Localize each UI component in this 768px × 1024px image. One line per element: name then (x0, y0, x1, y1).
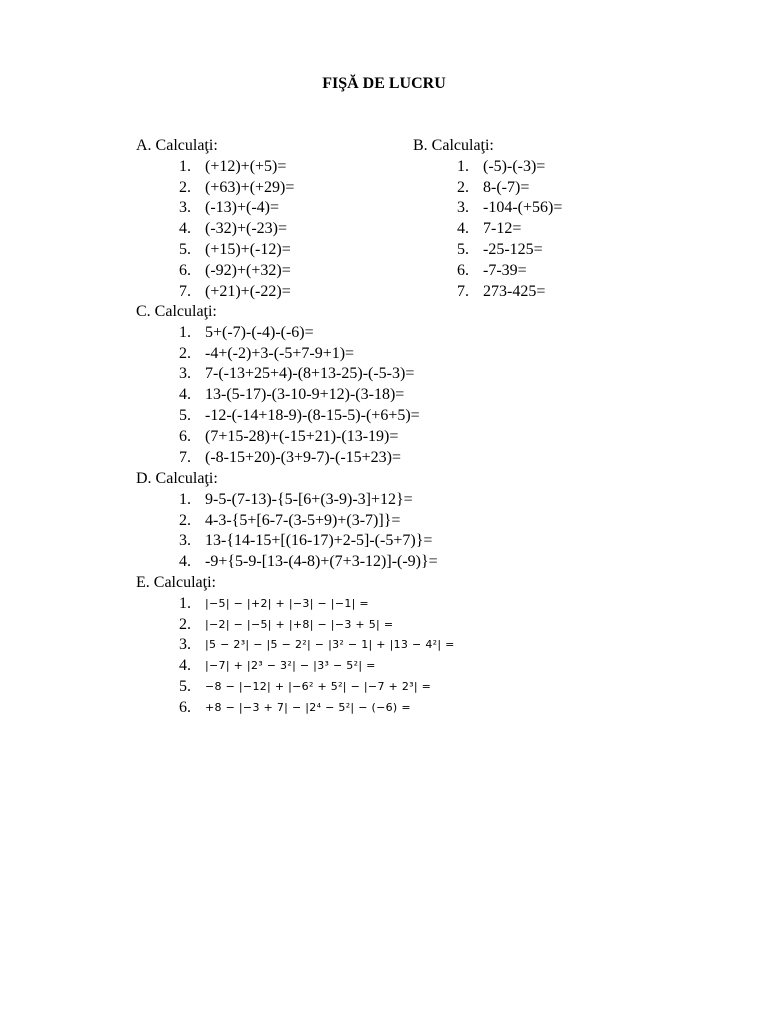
exercise-expression: (+12)+(+5)= (205, 157, 287, 175)
exercise-expression: +8 − |−3 + 7| − |2⁴ − 5²| − (−6) = (205, 700, 411, 714)
exercise-item (457, 178, 562, 199)
exercise-expression: 8-(-7)= (483, 178, 530, 196)
exercise-list (457, 157, 562, 303)
exercise-item (179, 406, 420, 427)
exercise-expression: (+21)+(-22)= (205, 282, 291, 300)
exercise-number: 7. (457, 282, 469, 300)
exercise-number: 6. (179, 698, 191, 716)
exercise-list (179, 594, 455, 719)
exercise-item (179, 552, 438, 573)
exercise-number: 4. (179, 386, 191, 404)
exercise-expression: |−5| − |+2| + |−3| − |−1| = (205, 596, 369, 610)
exercise-expression: (-5)-(-3)= (483, 157, 546, 175)
exercise-expression: 7-(-13+25+4)-(8+13-25)-(-5-3)= (205, 365, 415, 383)
exercise-number: 5. (179, 406, 191, 424)
exercise-number: 6. (179, 261, 191, 279)
exercise-item (179, 178, 294, 199)
exercise-item (179, 427, 420, 448)
exercise-item (179, 448, 420, 469)
exercise-expression: (+15)+(-12)= (205, 240, 291, 258)
exercise-item (179, 385, 420, 406)
exercise-expression: 5+(-7)-(-4)-(-6)= (205, 323, 314, 341)
exercise-item (179, 635, 455, 656)
exercise-number: 3. (179, 199, 191, 217)
exercise-number: 3. (457, 199, 469, 217)
exercise-number: 6. (457, 261, 469, 279)
exercise-expression: -4+(-2)+3-(-5+7-9+1)= (205, 344, 355, 362)
section-heading: A. Calculaţi: (136, 137, 218, 154)
exercise-item (179, 656, 455, 677)
exercise-number: 2. (179, 178, 191, 196)
section-b (413, 136, 562, 302)
exercise-item (457, 240, 562, 261)
exercise-expression: 4-3-{5+[6-7-(3-5+9)+(3-7)]}= (205, 511, 401, 529)
exercise-expression: |−2| − |−5| + |+8| − |−3 + 5| = (205, 617, 394, 631)
exercise-item (179, 698, 455, 719)
exercise-expression: -7-39= (483, 261, 527, 279)
exercise-item (179, 615, 455, 636)
exercise-number: 1. (179, 157, 191, 175)
exercise-number: 1. (179, 323, 191, 341)
exercise-expression: (7+15-28)+(-15+21)-(13-19)= (205, 427, 399, 445)
exercise-item (179, 490, 438, 511)
exercise-item (179, 261, 294, 282)
exercise-number: 5. (179, 677, 191, 695)
section-heading: D. Calculaţi: (136, 470, 218, 487)
exercise-item (179, 594, 455, 615)
section-a (136, 136, 294, 302)
section-heading: E. Calculaţi: (136, 574, 216, 591)
exercise-number: 4. (179, 553, 191, 571)
exercise-list (179, 323, 420, 469)
exercise-item (179, 511, 438, 532)
exercise-expression: -25-125= (483, 240, 543, 258)
exercise-number: 1. (457, 157, 469, 175)
exercise-expression: (-13)+(-4)= (205, 199, 280, 217)
exercise-item (179, 531, 438, 552)
exercise-number: 4. (179, 657, 191, 675)
exercise-number: 1. (179, 594, 191, 612)
exercise-expression: -9+{5-9-[13-(4-8)+(7+3-12)]-(-9)}= (205, 553, 438, 571)
exercise-expression: 9-5-(7-13)-{5-[6+(3-9)-3]+12}= (205, 490, 413, 508)
section-heading: C. Calculaţi: (136, 303, 217, 320)
exercise-number: 1. (179, 490, 191, 508)
section-d (136, 469, 438, 573)
exercise-number: 2. (457, 178, 469, 196)
exercise-item (179, 677, 455, 698)
exercise-item (179, 364, 420, 385)
exercise-expression: 7-12= (483, 220, 522, 238)
exercise-number: 5. (457, 240, 469, 258)
exercise-item (457, 157, 562, 178)
exercise-item (179, 157, 294, 178)
exercise-number: 6. (179, 427, 191, 445)
exercise-item (179, 323, 420, 344)
exercise-number: 7. (179, 282, 191, 300)
exercise-expression: (-92)+(+32)= (205, 261, 291, 279)
exercise-expression: −8 − |−12| + |−6² + 5²| − |−7 + 2³| = (205, 679, 432, 693)
page-title: FIŞĂ DE LUCRU (322, 75, 446, 92)
exercise-item (179, 344, 420, 365)
exercise-expression: -12-(-14+18-9)-(8-15-5)-(+6+5)= (205, 406, 420, 424)
exercise-item (179, 219, 294, 240)
exercise-item (179, 240, 294, 261)
exercise-number: 3. (179, 636, 191, 654)
exercise-expression: 273-425= (483, 282, 546, 300)
exercise-number: 5. (179, 240, 191, 258)
exercise-item (179, 198, 294, 219)
exercise-expression: -104-(+56)= (483, 199, 563, 217)
exercise-list (179, 157, 294, 303)
exercise-number: 2. (179, 344, 191, 362)
exercise-expression: |5 − 2³| − |5 − 2²| − |3² − 1| + |13 − 4²| = (205, 638, 455, 652)
section-e (136, 573, 455, 719)
exercise-expression: (+63)+(+29)= (205, 178, 295, 196)
exercise-number: 3. (179, 532, 191, 550)
exercise-number: 4. (179, 220, 191, 238)
exercise-expression: 13-{14-15+[(16-17)+2-5]-(-5+7)}= (205, 532, 433, 550)
exercise-expression: |−7| + |2³ − 3²| − |3³ − 5²| = (205, 659, 376, 673)
section-heading: B. Calculaţi: (413, 137, 494, 154)
exercise-item (457, 261, 562, 282)
exercise-expression: (-8-15+20)-(3+9-7)-(-15+23)= (205, 448, 402, 466)
exercise-number: 2. (179, 615, 191, 633)
section-c (136, 302, 420, 468)
exercise-item (457, 198, 562, 219)
exercise-list (179, 490, 438, 573)
exercise-item (457, 219, 562, 240)
exercise-item (457, 282, 562, 303)
exercise-number: 4. (457, 220, 469, 238)
exercise-expression: 13-(5-17)-(3-10-9+12)-(3-18)= (205, 386, 405, 404)
exercise-item (179, 282, 294, 303)
exercise-number: 3. (179, 365, 191, 383)
exercise-number: 7. (179, 448, 191, 466)
exercise-expression: (-32)+(-23)= (205, 220, 288, 238)
exercise-number: 2. (179, 511, 191, 529)
